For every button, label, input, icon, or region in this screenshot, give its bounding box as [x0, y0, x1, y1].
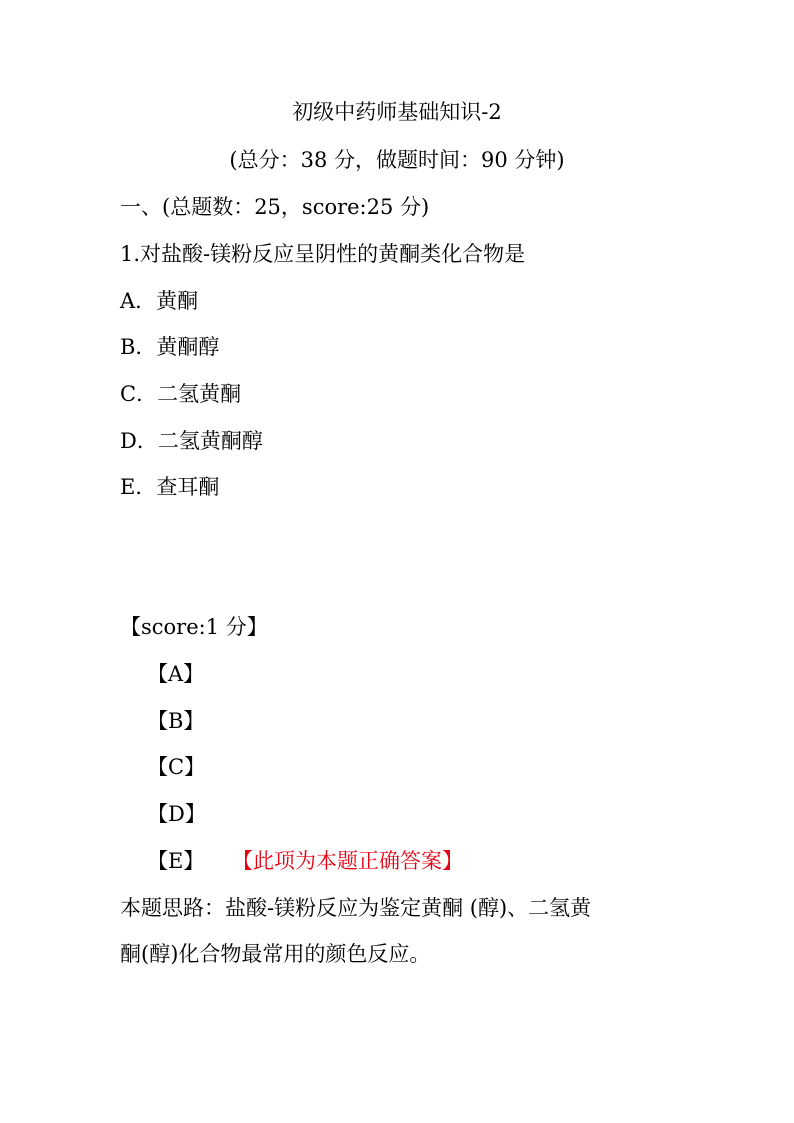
option-a: A．黄酮: [120, 289, 199, 313]
question-text: 1.对盐酸-镁粉反应呈阴性的黄酮类化合物是: [120, 242, 526, 266]
answer-choice-a: 【A】: [147, 662, 205, 686]
option-d: D．二氢黄酮醇: [120, 429, 263, 453]
section-heading: 一、(总题数：25，score:25 分): [120, 195, 430, 219]
option-c: C．二氢黄酮: [120, 382, 242, 406]
page-title: 初级中药师基础知识-2: [292, 100, 502, 124]
score-label: 【score:1 分】: [120, 615, 268, 639]
explanation-line-2: 酮(醇)化合物最常用的颜色反应。: [120, 942, 431, 966]
page-subtitle: (总分：38 分，做题时间：90 分钟): [229, 148, 565, 172]
answer-choice-b: 【B】: [147, 709, 205, 733]
correct-answer-marker: 【此项为本题正确答案】: [232, 849, 463, 873]
answer-choice-c: 【C】: [147, 755, 206, 779]
option-b: B．黄酮醇: [120, 335, 220, 359]
answer-choice-d: 【D】: [147, 802, 206, 826]
option-e: E．查耳酮: [120, 475, 220, 499]
explanation-line-1: 本题思路：盐酸-镁粉反应为鉴定黄酮 (醇)、二氢黄: [120, 896, 592, 920]
answer-choice-e: 【E】: [147, 849, 205, 873]
